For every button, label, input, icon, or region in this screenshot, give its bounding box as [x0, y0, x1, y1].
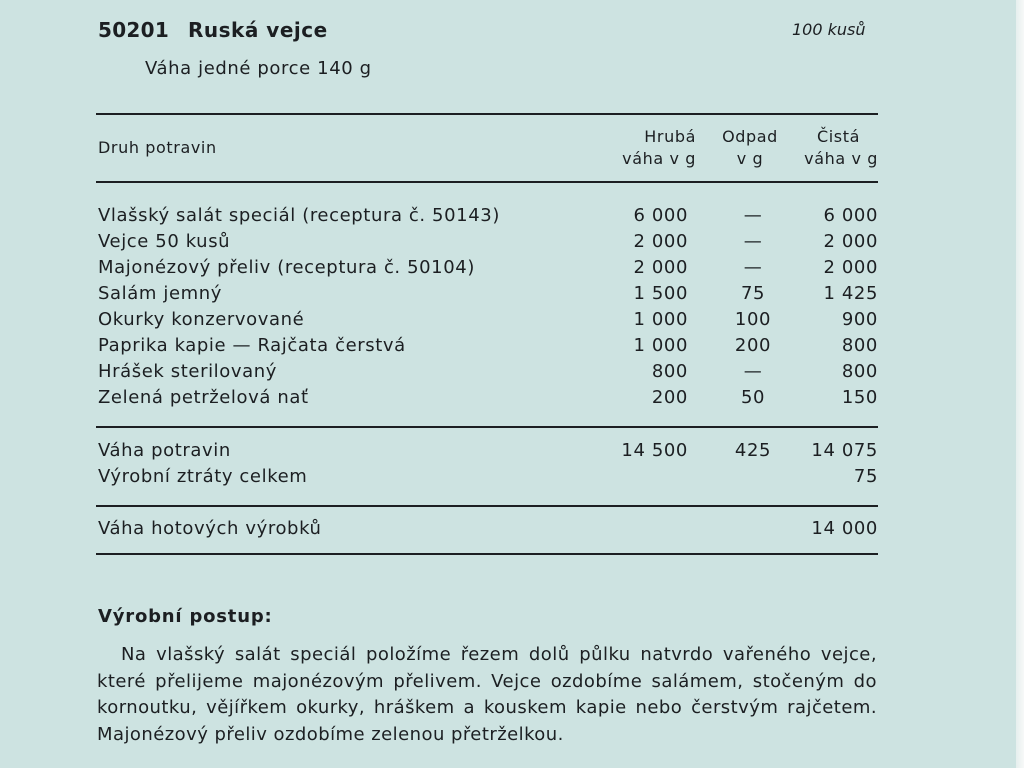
- final-row: [96, 518, 878, 544]
- final-rule: [96, 505, 878, 507]
- procedure-text: Na vlašský salát speciál položíme řezem dolů půlku natvrdo vařeného vejce, které přelijeme majonézovým přelivem. Vejce ozdobíme salámem, stočeným do kornoutku, vějířkem okurky, hráškem a kouskem kapie nebo čerstvým rajčetem. Majonézový přeliv ozdobíme zelenou přetrželkou.: [97, 644, 877, 745]
- portion-weight: Váha jedné porce 140 g: [145, 58, 372, 79]
- row-net-weight: 2 000: [823, 231, 878, 252]
- row-food-name: Vejce 50 kusů: [98, 231, 231, 252]
- table-row: [96, 257, 878, 283]
- row-net-weight: 1 425: [823, 283, 878, 304]
- column-header-waste-1: Odpad: [722, 127, 778, 146]
- row-net-weight: 800: [841, 361, 878, 382]
- final-label: Váha hotových výrobků: [98, 518, 322, 539]
- procedure-title: Výrobní postup:: [98, 606, 273, 627]
- column-header-gross-2: váha v g: [622, 149, 696, 168]
- table-row: [96, 231, 878, 257]
- row-food-name: Hrášek sterilovaný: [98, 361, 278, 382]
- recipe-title: Ruská vejce: [188, 18, 328, 42]
- column-header-name: Druh potravin: [98, 138, 217, 157]
- losses-label: Výrobní ztráty celkem: [98, 466, 308, 487]
- total-gross-weight: 14 500: [621, 440, 688, 461]
- row-food-name: Zelená petrželová nať: [98, 387, 309, 408]
- table-row: [96, 361, 878, 387]
- row-waste: 50: [740, 387, 766, 408]
- row-waste: —: [743, 257, 763, 278]
- column-header-waste-2: v g: [736, 149, 764, 168]
- total-net-weight: 14 075: [811, 440, 878, 461]
- row-gross-weight: 2 000: [633, 231, 688, 252]
- final-net-weight: 14 000: [811, 518, 878, 539]
- row-waste: —: [743, 231, 763, 252]
- row-waste: —: [743, 205, 763, 226]
- row-net-weight: 2 000: [823, 257, 878, 278]
- row-gross-weight: 1 000: [633, 335, 688, 356]
- table-bottom-rule: [96, 553, 878, 555]
- total-waste: 425: [734, 440, 772, 461]
- recipe-code: 50201: [98, 18, 170, 42]
- row-gross-weight: 1 000: [633, 309, 688, 330]
- row-waste: 200: [734, 335, 772, 356]
- losses-row: [96, 466, 878, 492]
- row-net-weight: 150: [841, 387, 878, 408]
- recipe-yield: 100 kusů: [792, 20, 866, 39]
- row-gross-weight: 800: [651, 361, 688, 382]
- row-food-name: Okurky konzervované: [98, 309, 305, 330]
- row-waste: 100: [734, 309, 772, 330]
- page-edge: [1016, 0, 1024, 768]
- row-gross-weight: 6 000: [633, 205, 688, 226]
- row-food-name: Majonézový přeliv (receptura č. 50104): [98, 257, 475, 278]
- column-header-net-1: Čistá: [816, 127, 860, 146]
- table-row: [96, 335, 878, 361]
- row-gross-weight: 1 500: [633, 283, 688, 304]
- table-row: [96, 283, 878, 309]
- row-food-name: Vlašský salát speciál (receptura č. 50143): [98, 205, 500, 226]
- total-label: Váha potravin: [98, 440, 231, 461]
- table-row: [96, 387, 878, 413]
- row-gross-weight: 200: [651, 387, 688, 408]
- row-net-weight: 800: [841, 335, 878, 356]
- column-header-net-2: váha v g: [804, 149, 878, 168]
- table-row: [96, 309, 878, 335]
- losses-value: 75: [853, 466, 878, 487]
- row-gross-weight: 2 000: [633, 257, 688, 278]
- row-waste: 75: [740, 283, 766, 304]
- table-header-rule: [96, 181, 878, 183]
- row-food-name: Salám jemný: [98, 283, 223, 304]
- column-header-gross-1: Hrubá: [644, 127, 696, 146]
- row-food-name: Paprika kapie — Rajčata čerstvá: [98, 335, 406, 356]
- row-net-weight: 900: [841, 309, 878, 330]
- totals-row: [96, 440, 878, 466]
- table-row: [96, 205, 878, 231]
- totals-rule: [96, 426, 878, 428]
- row-net-weight: 6 000: [823, 205, 878, 226]
- table-top-rule: [96, 113, 878, 115]
- row-waste: —: [743, 361, 763, 382]
